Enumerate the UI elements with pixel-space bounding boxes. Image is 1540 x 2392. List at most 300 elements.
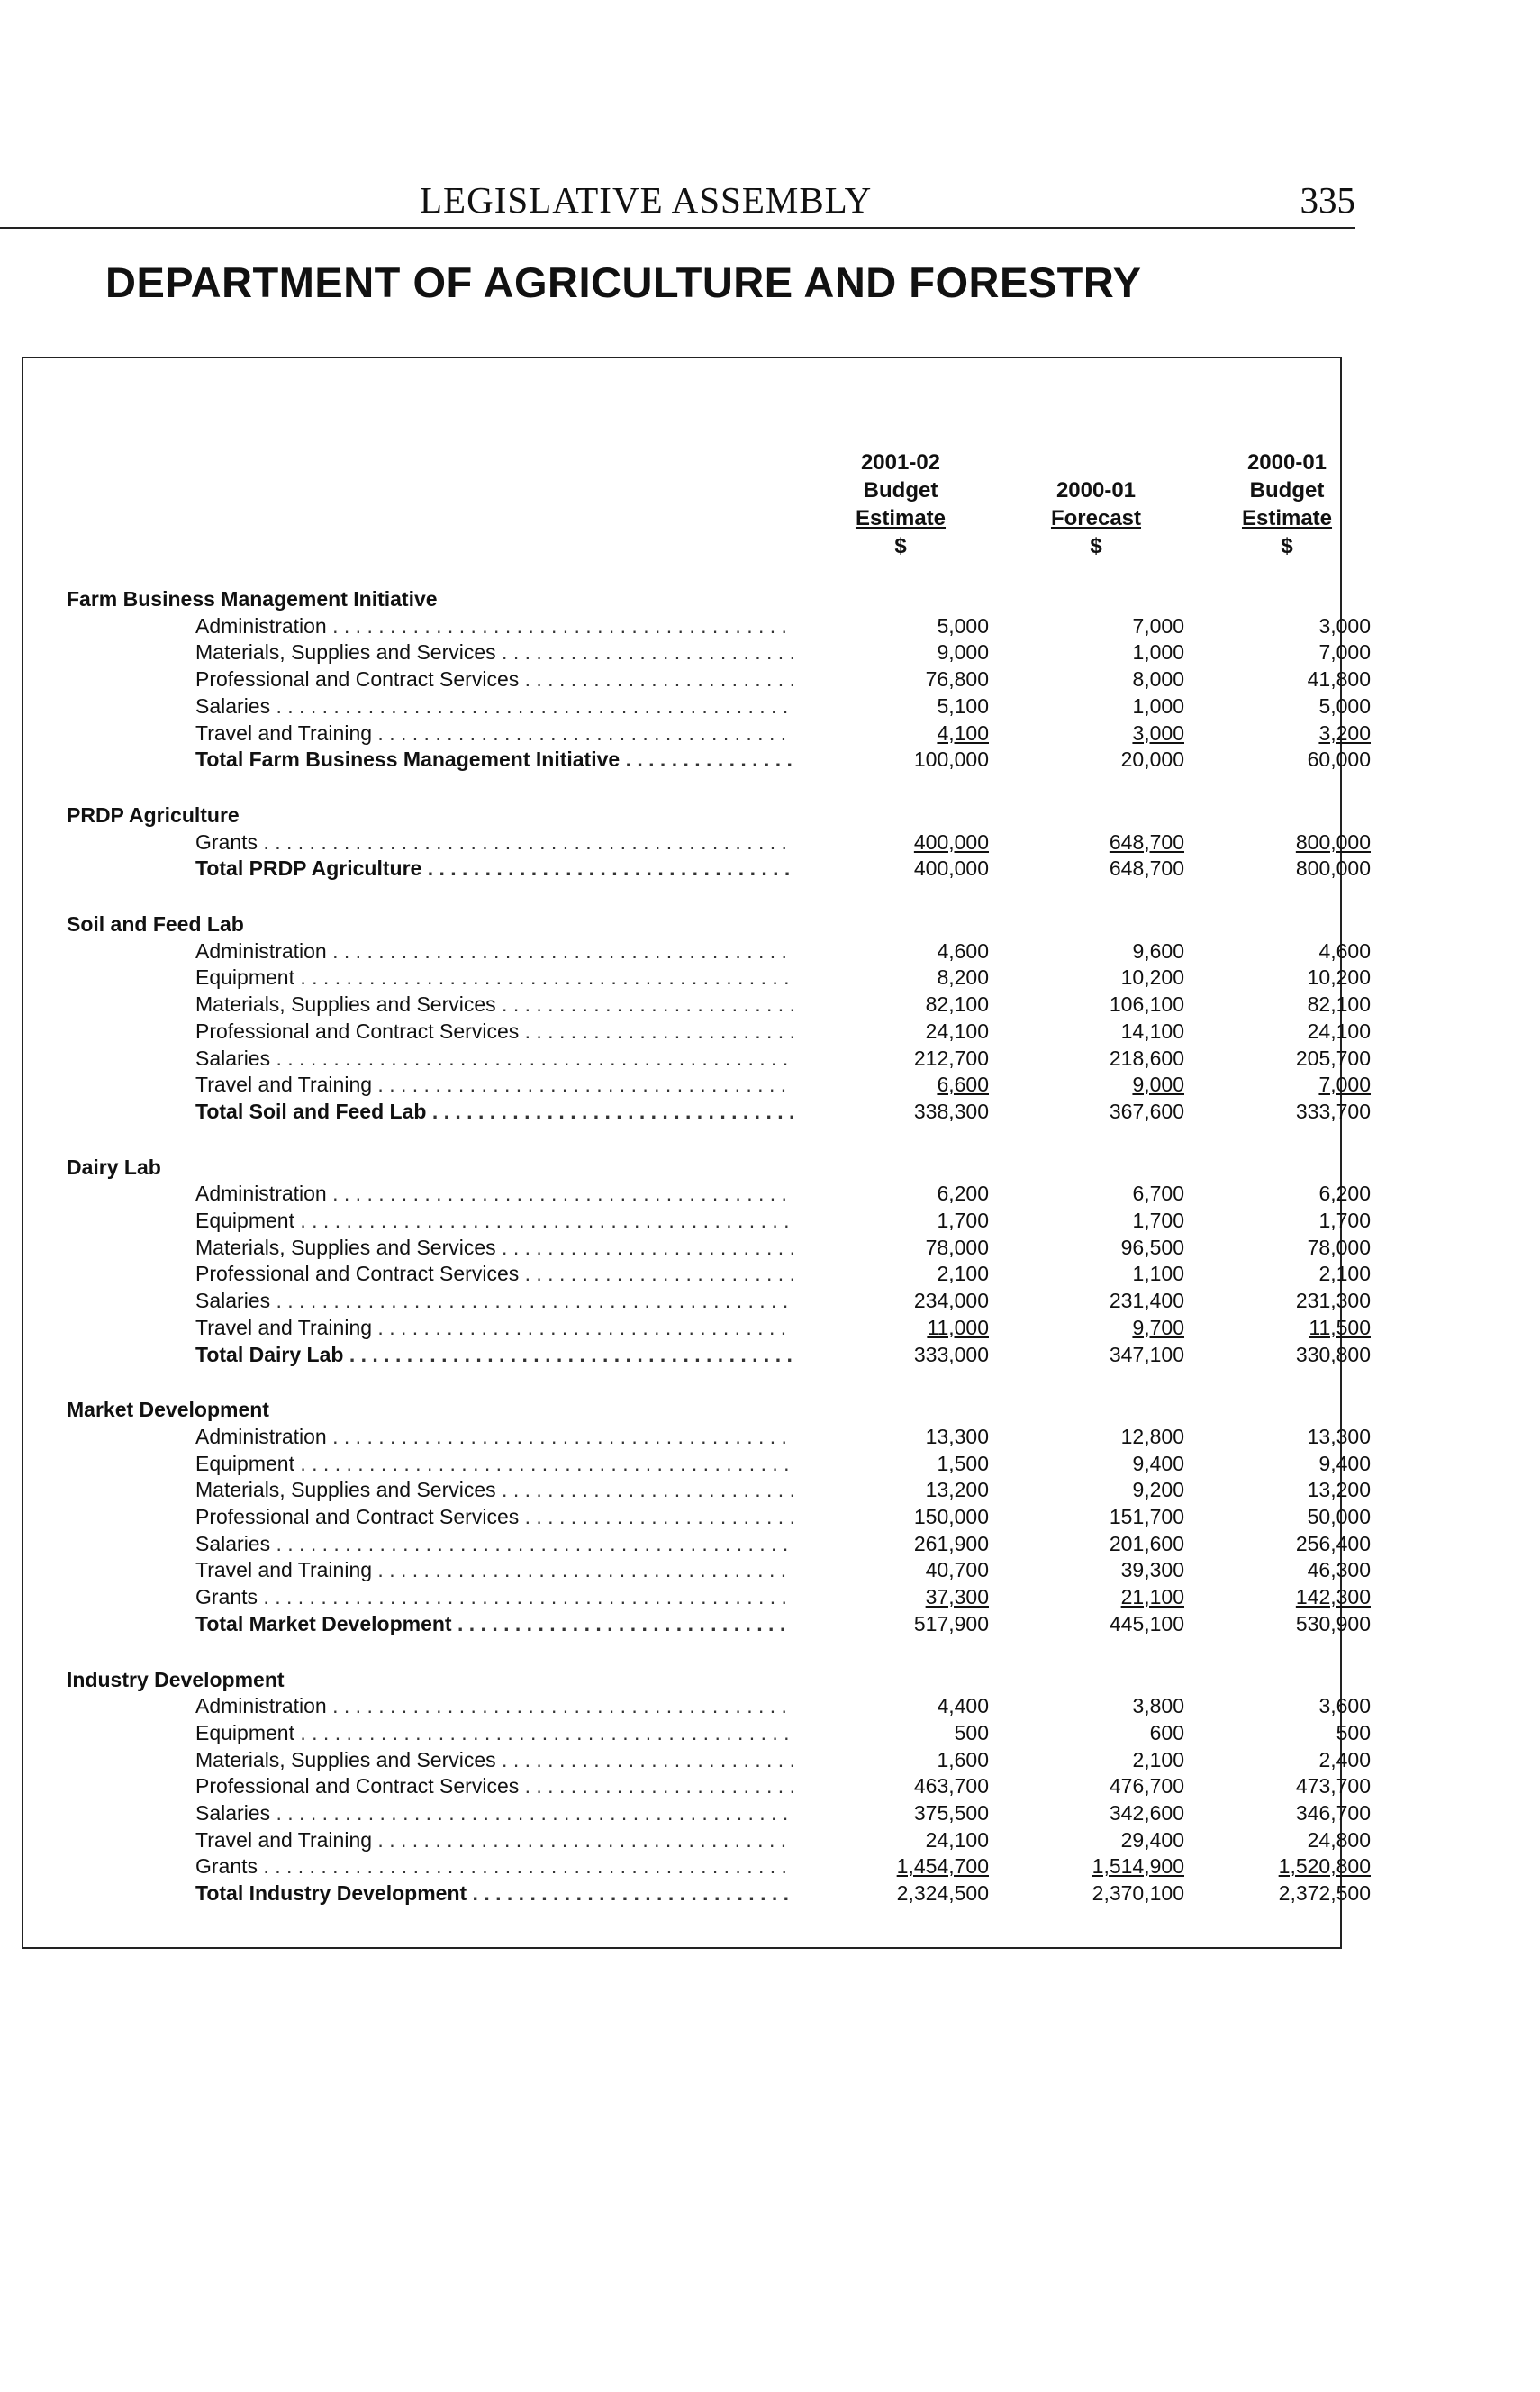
total-row <box>67 1098 1371 1125</box>
value-cell <box>1218 1530 1371 1557</box>
line-item-row <box>67 1207 1371 1234</box>
value-text: 2,100 <box>1318 1262 1371 1286</box>
value-text: 648,700 <box>1109 829 1184 854</box>
value-cell <box>1031 720 1184 747</box>
value-text: 24,800 <box>1307 1827 1371 1852</box>
value-cell <box>1031 1772 1184 1799</box>
value-cell <box>1218 1556 1371 1583</box>
value-cell <box>836 1719 989 1746</box>
line-item-row <box>67 829 1371 856</box>
section-title-row <box>67 1154 1363 1181</box>
value-text: 231,400 <box>1109 1289 1184 1313</box>
value-cell <box>1218 612 1371 639</box>
value-cell <box>1031 693 1184 720</box>
value-text: 3,200 <box>1318 720 1371 745</box>
section-title-row <box>67 802 1363 829</box>
value-cell <box>836 746 989 773</box>
line-item-label: Equipment . . . <box>195 1207 793 1234</box>
value-text: 3,800 <box>1132 1694 1184 1718</box>
line-item-row <box>67 1287 1371 1314</box>
value-text: 1,000 <box>1132 640 1184 665</box>
line-item-row <box>67 1692 1371 1719</box>
section-title: Soil and Feed Lab <box>67 912 244 936</box>
line-item-label: Administration . . . <box>195 938 793 965</box>
column-header-unit: $ <box>1281 534 1293 558</box>
line-item-label: Materials, Supplies and Services . . . <box>195 1746 793 1773</box>
value-text: 13,300 <box>1307 1424 1371 1448</box>
value-text: 347,100 <box>1109 1342 1184 1366</box>
section-title-row <box>67 1666 1363 1693</box>
value-text: 1,514,900 <box>1092 1854 1184 1879</box>
section-title: Market Development <box>67 1398 269 1422</box>
value-text: 1,100 <box>1132 1262 1184 1286</box>
value-cell <box>836 1045 989 1072</box>
value-text: 476,700 <box>1109 1774 1184 1799</box>
value-cell <box>1031 1180 1184 1207</box>
value-text: 5,000 <box>937 613 989 638</box>
value-cell <box>1031 1556 1184 1583</box>
line-item-row <box>67 1503 1371 1530</box>
value-cell <box>836 1287 989 1314</box>
value-text: 151,700 <box>1109 1505 1184 1528</box>
value-cell <box>836 1610 989 1637</box>
value-text: 234,000 <box>913 1289 989 1313</box>
value-cell <box>1031 1234 1184 1261</box>
value-text: 346,700 <box>1295 1801 1371 1825</box>
line-item-row <box>67 1530 1371 1557</box>
section-title: PRDP Agriculture <box>67 802 240 827</box>
value-cell <box>836 1180 989 1207</box>
value-text: 9,400 <box>1318 1451 1371 1475</box>
value-cell <box>1218 1098 1371 1125</box>
value-text: 78,000 <box>1307 1235 1371 1259</box>
value-text: 333,700 <box>1295 1099 1371 1123</box>
value-cell <box>1031 1341 1184 1368</box>
value-cell <box>1031 1826 1184 1853</box>
value-text: 500 <box>1336 1720 1371 1744</box>
value-text: 82,100 <box>925 992 989 1017</box>
value-text: 1,520,800 <box>1278 1854 1371 1879</box>
value-text: 1,000 <box>1132 693 1184 718</box>
value-text: 212,700 <box>913 1046 989 1070</box>
value-text: 9,600 <box>1132 938 1184 963</box>
value-text: 338,300 <box>913 1099 989 1123</box>
value-cell <box>1031 1071 1184 1098</box>
total-row <box>67 1880 1371 1907</box>
value-cell <box>1031 1503 1184 1530</box>
value-cell <box>1218 1423 1371 1450</box>
value-cell <box>1218 829 1371 856</box>
value-cell <box>836 1530 989 1557</box>
line-item-row <box>67 1450 1371 1477</box>
value-cell <box>1218 720 1371 747</box>
value-cell <box>836 938 989 965</box>
value-cell <box>1031 855 1184 882</box>
value-cell <box>1031 1799 1184 1826</box>
value-cell <box>1218 1826 1371 1853</box>
value-text: 6,700 <box>1132 1182 1184 1206</box>
value-text: 76,800 <box>925 667 989 692</box>
value-cell <box>836 693 989 720</box>
value-text: 400,000 <box>913 856 989 881</box>
line-item-row <box>67 1018 1371 1045</box>
value-text: 6,200 <box>937 1182 989 1206</box>
line-item-label: Travel and Training . . . <box>195 1556 793 1583</box>
total-row <box>67 855 1371 882</box>
value-cell <box>836 1018 989 1045</box>
value-text: 7,000 <box>1318 1073 1371 1097</box>
value-text: 3,600 <box>1318 1694 1371 1718</box>
value-text: 1,700 <box>1318 1209 1371 1232</box>
value-cell <box>1218 1799 1371 1826</box>
value-text: 9,400 <box>1132 1451 1184 1475</box>
value-cell <box>1031 1746 1184 1773</box>
value-cell <box>836 1207 989 1234</box>
value-cell <box>836 1341 989 1368</box>
value-cell <box>1031 1045 1184 1072</box>
value-text: 24,100 <box>925 1019 989 1043</box>
value-cell <box>1218 1583 1371 1610</box>
line-item-label: Professional and Contract Services . . . <box>195 1260 793 1287</box>
line-item-label: Travel and Training . . . <box>195 1314 793 1341</box>
value-cell <box>1031 829 1184 856</box>
value-text: 231,300 <box>1295 1289 1371 1313</box>
value-cell <box>836 639 989 666</box>
value-text: 20,000 <box>1120 748 1184 772</box>
line-item-row <box>67 1853 1371 1880</box>
value-text: 256,400 <box>1295 1531 1371 1555</box>
line-item-row <box>67 666 1371 693</box>
value-cell <box>1218 1772 1371 1799</box>
value-text: 205,700 <box>1295 1046 1371 1070</box>
value-text: 10,200 <box>1307 965 1371 990</box>
value-cell <box>1031 938 1184 965</box>
column-header-line1 <box>1006 448 1186 476</box>
value-text: 375,500 <box>913 1801 989 1825</box>
line-item-label: Travel and Training . . . <box>195 720 793 747</box>
running-header <box>0 177 1355 229</box>
value-text: 4,600 <box>1318 938 1371 963</box>
page-number: 335 <box>1300 179 1355 221</box>
value-cell <box>1218 1207 1371 1234</box>
value-cell <box>1031 1423 1184 1450</box>
value-text: 150,000 <box>913 1505 989 1528</box>
line-item-label: Professional and Contract Services . . . <box>195 1018 793 1045</box>
value-text: 11,500 <box>1309 1315 1371 1339</box>
line-item-label: Salaries . . . <box>195 1530 793 1557</box>
line-item-label: Professional and Contract Services . . . <box>195 1772 793 1799</box>
value-cell <box>1031 666 1184 693</box>
value-cell <box>1031 1098 1184 1125</box>
line-item-row <box>67 1799 1371 1826</box>
value-cell <box>1218 1450 1371 1477</box>
value-cell <box>836 1853 989 1880</box>
column-header-line2: Budget <box>1249 478 1325 503</box>
value-text: 201,600 <box>1109 1531 1184 1555</box>
line-item-label: Grants . . . <box>195 829 793 856</box>
value-text: 261,900 <box>913 1531 989 1555</box>
value-cell <box>1031 1207 1184 1234</box>
total-label: Total Industry Development . . . <box>195 1880 793 1907</box>
value-cell <box>1218 1746 1371 1773</box>
value-text: 6,200 <box>1318 1182 1371 1206</box>
value-text: 400,000 <box>913 829 989 854</box>
value-text: 2,100 <box>937 1262 989 1286</box>
value-text: 1,700 <box>937 1209 989 1232</box>
column-header-line2: 2000-01 <box>1055 478 1137 503</box>
value-text: 5,000 <box>1318 693 1371 718</box>
line-item-row <box>67 612 1371 639</box>
value-text: 9,700 <box>1132 1315 1184 1339</box>
value-text: 8,000 <box>1132 667 1184 692</box>
line-item-label: Salaries . . . <box>195 1287 793 1314</box>
total-label: Total Dairy Lab . . . <box>195 1341 793 1368</box>
line-item-label: Salaries . . . <box>195 693 793 720</box>
line-item-label: Administration . . . <box>195 1692 793 1719</box>
line-item-row <box>67 1423 1371 1450</box>
value-text: 11,000 <box>927 1315 989 1339</box>
column-header-2001-02-estimate <box>811 448 991 560</box>
line-item-row <box>67 1476 1371 1503</box>
value-cell <box>1218 1071 1371 1098</box>
value-text: 530,900 <box>1295 1611 1371 1635</box>
value-cell <box>1218 1503 1371 1530</box>
value-text: 1,600 <box>937 1747 989 1771</box>
value-cell <box>836 666 989 693</box>
value-text: 142,300 <box>1295 1585 1371 1609</box>
value-text: 500 <box>954 1720 989 1744</box>
section-title: Dairy Lab <box>67 1155 161 1179</box>
line-item-label: Equipment . . . <box>195 964 793 991</box>
value-cell <box>1031 1287 1184 1314</box>
line-item-label: Salaries . . . <box>195 1045 793 1072</box>
total-row <box>67 1341 1371 1368</box>
value-cell <box>836 1583 989 1610</box>
value-text: 330,800 <box>1295 1342 1371 1366</box>
value-cell <box>1031 639 1184 666</box>
value-cell <box>1218 1719 1371 1746</box>
line-item-label: Travel and Training . . . <box>195 1071 793 1098</box>
value-text: 41,800 <box>1307 667 1371 692</box>
value-text: 2,372,500 <box>1278 1881 1371 1906</box>
value-cell <box>1218 746 1371 773</box>
value-cell <box>1031 1853 1184 1880</box>
line-item-row <box>67 964 1371 991</box>
column-header-line3: Estimate <box>1241 506 1333 530</box>
line-item-label: Materials, Supplies and Services . . . <box>195 639 793 666</box>
budget-table-frame <box>22 357 1371 1949</box>
value-text: 24,100 <box>1307 1019 1371 1043</box>
value-text: 4,600 <box>937 938 989 963</box>
department-title: DEPARTMENT OF AGRICULTURE AND FORESTRY <box>105 258 1142 306</box>
value-text: 7,000 <box>1132 613 1184 638</box>
value-cell <box>836 1098 989 1125</box>
value-cell <box>1031 746 1184 773</box>
value-text: 8,200 <box>937 965 989 990</box>
value-cell <box>836 612 989 639</box>
value-cell <box>1218 964 1371 991</box>
value-text: 12,800 <box>1120 1424 1184 1448</box>
section-title: Industry Development <box>67 1667 285 1691</box>
value-text: 96,500 <box>1120 1235 1184 1259</box>
line-item-row <box>67 1556 1371 1583</box>
value-cell <box>1218 1234 1371 1261</box>
line-item-label: Salaries . . . <box>195 1799 793 1826</box>
value-text: 50,000 <box>1307 1505 1371 1528</box>
column-header-unit: $ <box>894 534 907 558</box>
value-cell <box>836 1071 989 1098</box>
value-text: 648,700 <box>1109 856 1184 881</box>
value-text: 10,200 <box>1120 965 1184 990</box>
line-item-row <box>67 1583 1371 1610</box>
value-cell <box>1218 1341 1371 1368</box>
value-text: 39,300 <box>1120 1558 1184 1582</box>
value-cell <box>836 991 989 1018</box>
column-header-line3: Forecast <box>1050 506 1142 530</box>
value-text: 517,900 <box>913 1611 989 1635</box>
value-cell <box>1218 1018 1371 1045</box>
value-text: 13,300 <box>925 1424 989 1448</box>
value-text: 40,700 <box>925 1558 989 1582</box>
value-cell <box>1031 1610 1184 1637</box>
value-text: 2,100 <box>1132 1747 1184 1771</box>
line-item-label: Materials, Supplies and Services . . . <box>195 1476 793 1503</box>
value-cell <box>836 855 989 882</box>
section-title-row <box>67 585 1363 612</box>
line-item-row <box>67 1746 1371 1773</box>
line-item-row <box>67 639 1371 666</box>
value-cell <box>1218 1045 1371 1072</box>
value-text: 60,000 <box>1307 748 1371 772</box>
line-item-label: Equipment . . . <box>195 1450 793 1477</box>
value-cell <box>1031 1530 1184 1557</box>
column-header-2000-01-estimate <box>1197 448 1377 560</box>
value-text: 445,100 <box>1109 1611 1184 1635</box>
value-cell <box>1218 1853 1371 1880</box>
value-cell <box>836 1799 989 1826</box>
value-text: 46,300 <box>1307 1558 1371 1582</box>
value-cell <box>836 1746 989 1773</box>
section-title-row <box>67 911 1363 938</box>
value-text: 4,100 <box>937 720 989 745</box>
value-text: 1,500 <box>937 1451 989 1475</box>
value-cell <box>836 1423 989 1450</box>
line-item-label: Administration . . . <box>195 1423 793 1450</box>
value-text: 600 <box>1149 1720 1184 1744</box>
value-cell <box>1031 1583 1184 1610</box>
value-text: 9,000 <box>1132 1073 1184 1097</box>
value-text: 9,200 <box>1132 1478 1184 1502</box>
value-cell <box>1031 612 1184 639</box>
value-cell <box>836 1476 989 1503</box>
running-title: LEGISLATIVE ASSEMBLY <box>420 179 873 221</box>
line-item-row <box>67 1045 1371 1072</box>
value-cell <box>836 1880 989 1907</box>
value-text: 24,100 <box>925 1827 989 1852</box>
value-cell <box>1218 693 1371 720</box>
column-header-unit: $ <box>1090 534 1102 558</box>
line-item-label: Grants . . . <box>195 1853 793 1880</box>
line-item-row <box>67 1180 1371 1207</box>
value-cell <box>1031 1692 1184 1719</box>
value-cell <box>836 1234 989 1261</box>
value-text: 800,000 <box>1295 829 1371 854</box>
value-cell <box>1218 991 1371 1018</box>
value-cell <box>1218 938 1371 965</box>
line-item-row <box>67 1071 1371 1098</box>
value-cell <box>836 1314 989 1341</box>
line-item-label: Administration . . . <box>195 612 793 639</box>
value-cell <box>1218 1260 1371 1287</box>
value-text: 463,700 <box>913 1774 989 1799</box>
total-label: Total PRDP Agriculture . . . <box>195 855 793 882</box>
value-text: 473,700 <box>1295 1774 1371 1799</box>
column-header-line1: 2001-02 <box>860 450 941 475</box>
budget-table <box>67 358 1371 1944</box>
value-cell <box>836 1450 989 1477</box>
line-item-label: Professional and Contract Services . . . <box>195 1503 793 1530</box>
line-item-label: Grants . . . <box>195 1583 793 1610</box>
value-text: 14,100 <box>1120 1019 1184 1043</box>
value-cell <box>1218 855 1371 882</box>
line-item-row <box>67 1260 1371 1287</box>
value-text: 82,100 <box>1307 992 1371 1017</box>
value-text: 1,454,700 <box>896 1854 989 1879</box>
section-title: Farm Business Management Initiative <box>67 587 438 611</box>
value-cell <box>1218 1287 1371 1314</box>
value-text: 13,200 <box>925 1478 989 1502</box>
value-cell <box>836 1260 989 1287</box>
value-cell <box>1218 1314 1371 1341</box>
value-text: 5,100 <box>937 693 989 718</box>
value-text: 800,000 <box>1295 856 1371 881</box>
total-row <box>67 746 1371 773</box>
value-cell <box>836 1556 989 1583</box>
value-text: 21,100 <box>1120 1585 1184 1609</box>
total-label: Total Farm Business Management Initiative . . . <box>195 746 793 773</box>
value-text: 2,400 <box>1318 1747 1371 1771</box>
value-text: 2,324,500 <box>896 1881 989 1906</box>
line-item-row <box>67 720 1371 747</box>
line-item-row <box>67 991 1371 1018</box>
line-item-label: Materials, Supplies and Services . . . <box>195 1234 793 1261</box>
column-header-line1: 2000-01 <box>1246 450 1327 475</box>
line-item-label: Administration . . . <box>195 1180 793 1207</box>
line-item-row <box>67 1234 1371 1261</box>
column-header-line2: Budget <box>863 478 938 503</box>
value-cell <box>1218 1880 1371 1907</box>
value-text: 6,600 <box>937 1073 989 1097</box>
line-item-label: Materials, Supplies and Services . . . <box>195 991 793 1018</box>
value-text: 333,000 <box>913 1342 989 1366</box>
value-cell <box>1031 1260 1184 1287</box>
value-text: 367,600 <box>1109 1099 1184 1123</box>
value-text: 1,700 <box>1132 1209 1184 1232</box>
value-cell <box>1031 1018 1184 1045</box>
column-header-2000-01-forecast <box>1006 448 1186 560</box>
value-cell <box>1218 639 1371 666</box>
value-text: 78,000 <box>925 1235 989 1259</box>
value-cell <box>1031 1450 1184 1477</box>
value-text: 218,600 <box>1109 1046 1184 1070</box>
value-cell <box>1031 1314 1184 1341</box>
value-cell <box>1218 666 1371 693</box>
line-item-label: Equipment . . . <box>195 1719 793 1746</box>
value-text: 2,370,100 <box>1092 1881 1184 1906</box>
value-cell <box>836 1692 989 1719</box>
line-item-row <box>67 1772 1371 1799</box>
line-item-label: Travel and Training . . . <box>195 1826 793 1853</box>
